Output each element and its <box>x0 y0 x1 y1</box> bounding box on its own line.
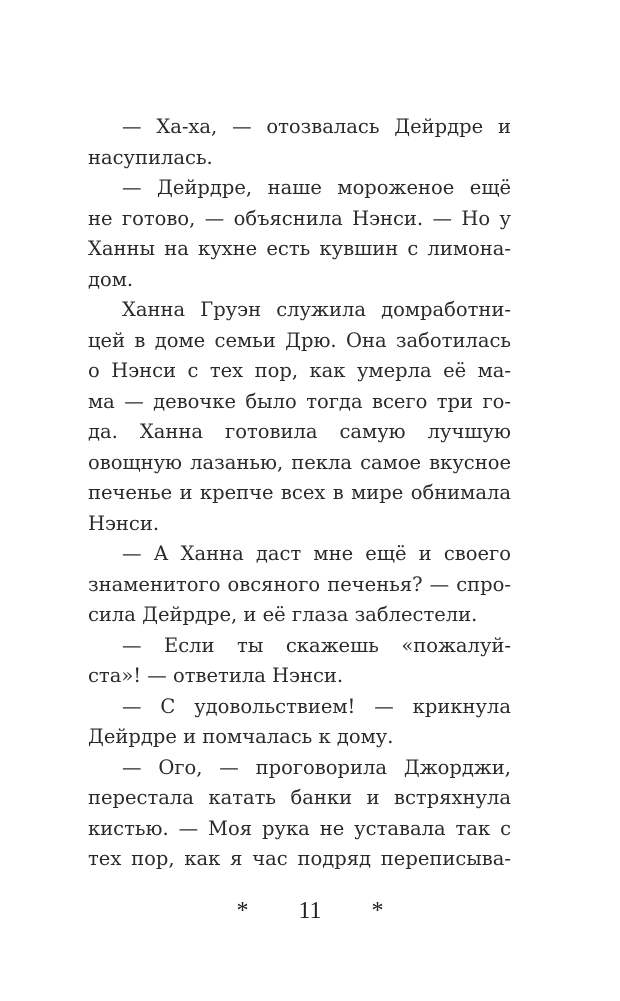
text-line: перестала катать банки и встряхнула <box>88 786 511 809</box>
text-line: ма — девочке было тогда всего три го- <box>88 389 511 413</box>
text-line: — Если ты скажешь «пожалуй- <box>122 633 511 657</box>
text-line: знаменитого овсяного печенья? — спро- <box>88 572 511 596</box>
page-number: 11 <box>298 898 322 924</box>
text-line: — Дейрдре, наше мороженое ещё <box>122 176 511 199</box>
text-line: — А Ханна даст мне ещё и своего <box>122 542 511 565</box>
text-line: насупилась. <box>88 145 213 169</box>
text-line: — С удовольствием! — крикнула <box>122 694 511 718</box>
text-line: Ханны на кухне есть кувшин с лимона- <box>88 237 511 260</box>
text-line: Ханна Груэн служила домработни- <box>122 298 511 321</box>
text-line: ста»! — ответила Нэнси. <box>88 664 344 687</box>
text-line: — Ого, — проговорила Джорджи, <box>122 755 511 779</box>
text-line: дом. <box>88 267 134 291</box>
text-line: кистью. — Моя рука не уставала так с <box>88 816 511 840</box>
text-line: Дейрдре и помчалась к дому. <box>88 725 394 748</box>
asterisk-ornament-right: * <box>371 898 384 924</box>
text-line: цей в доме семьи Дрю. Она заботилась <box>88 328 511 352</box>
text-line: о Нэнси с тех пор, как умерла её ма- <box>88 359 511 382</box>
text-line: Нэнси. <box>88 511 160 535</box>
text-line: печенье и крепче всех в мире обнимала <box>88 481 511 504</box>
text-line: не готово, — объяснила Нэнси. — Но у <box>88 206 511 230</box>
text-line: тех пор, как я час подряд переписыва- <box>88 847 511 870</box>
text-line: сила Дейрдре, и её глаза заблестели. <box>88 603 478 626</box>
text-line: да. Ханна готовила самую лучшую <box>88 420 511 443</box>
page-number-footer <box>0 898 620 925</box>
text-line: овощную лазанью, пекла самое вкусное <box>88 450 511 474</box>
asterisk-ornament-left: * <box>236 898 249 924</box>
text-line: — Ха-ха, — отозвалась Дейрдре и <box>122 115 511 138</box>
page-text <box>88 112 511 875</box>
